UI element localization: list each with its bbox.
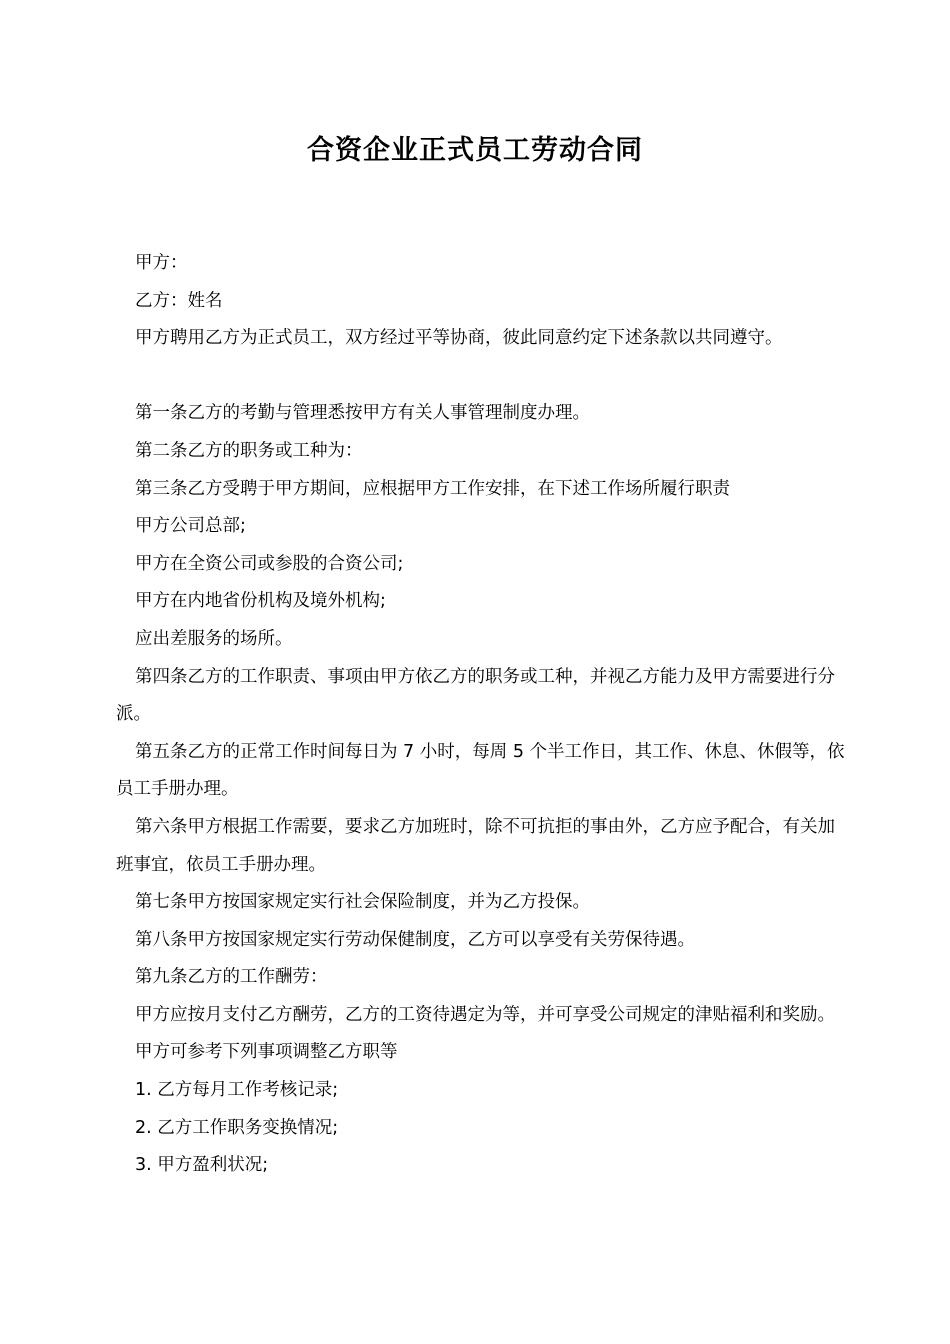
article-7: 第七条甲方按国家规定实行社会保险制度，并为乙方投保。 (135, 892, 590, 913)
article-4: 第四条乙方的工作职责、事项由甲方依乙方的职务或工种，并视乙方能力及甲方需要进行分派。 (116, 666, 835, 725)
article-1: 第一条乙方的考勤与管理悉按甲方有关人事管理制度办理。 (135, 403, 590, 424)
article-6: 第六条甲方根据工作需要，要求乙方加班时，除不可抗拒的事由外，乙方应予配合，有关加班事宜，依员工手册办理。 (116, 816, 835, 875)
article-8: 第八条甲方按国家规定实行劳动保健制度，乙方可以享受有关劳保待遇。 (135, 929, 695, 950)
article-2: 第二条乙方的职务或工种为： (135, 440, 363, 461)
workplace-item: 甲方公司总部; (135, 516, 246, 537)
salary-paragraph: 甲方应按月支付乙方酬劳，乙方的工资待遇定为等，并可享受公司规定的津贴福利和奖励。 (135, 1004, 835, 1025)
article-3: 第三条乙方受聘于甲方期间，应根据甲方工作安排，在下述工作场所履行职责 (135, 478, 730, 499)
article-9: 第九条乙方的工作酬劳： (135, 967, 328, 988)
workplace-item: 甲方在内地省份机构及境外机构; (135, 591, 386, 612)
grade-item: 2. 乙方工作职务变换情况; (135, 1117, 339, 1138)
grade-item: 1. 乙方每月工作考核记录; (135, 1080, 339, 1101)
party-a-line: 甲方： (135, 253, 188, 273)
article-5: 第五条乙方的正常工作时间每日为 7 小时，每周 5 个半工作日，其工作、休息、休假等，依员工手册办理。 (116, 741, 845, 800)
document-body (116, 245, 851, 1185)
workplace-item: 甲方在全资公司或参股的合资公司; (135, 553, 404, 574)
grade-adjustment-intro: 甲方可参考下列事项调整乙方职等 (135, 1042, 398, 1063)
grade-item: 3. 甲方盈利状况; (135, 1155, 269, 1176)
party-b-line: 乙方：姓名 (135, 290, 223, 311)
preamble-paragraph: 甲方聘用乙方为正式员工，双方经过平等协商，彼此同意约定下述条款以共同遵守。 (135, 328, 783, 349)
document-title: 合资企业正式员工劳动合同 (307, 135, 643, 166)
workplace-item: 应出差服务的场所。 (135, 628, 293, 649)
